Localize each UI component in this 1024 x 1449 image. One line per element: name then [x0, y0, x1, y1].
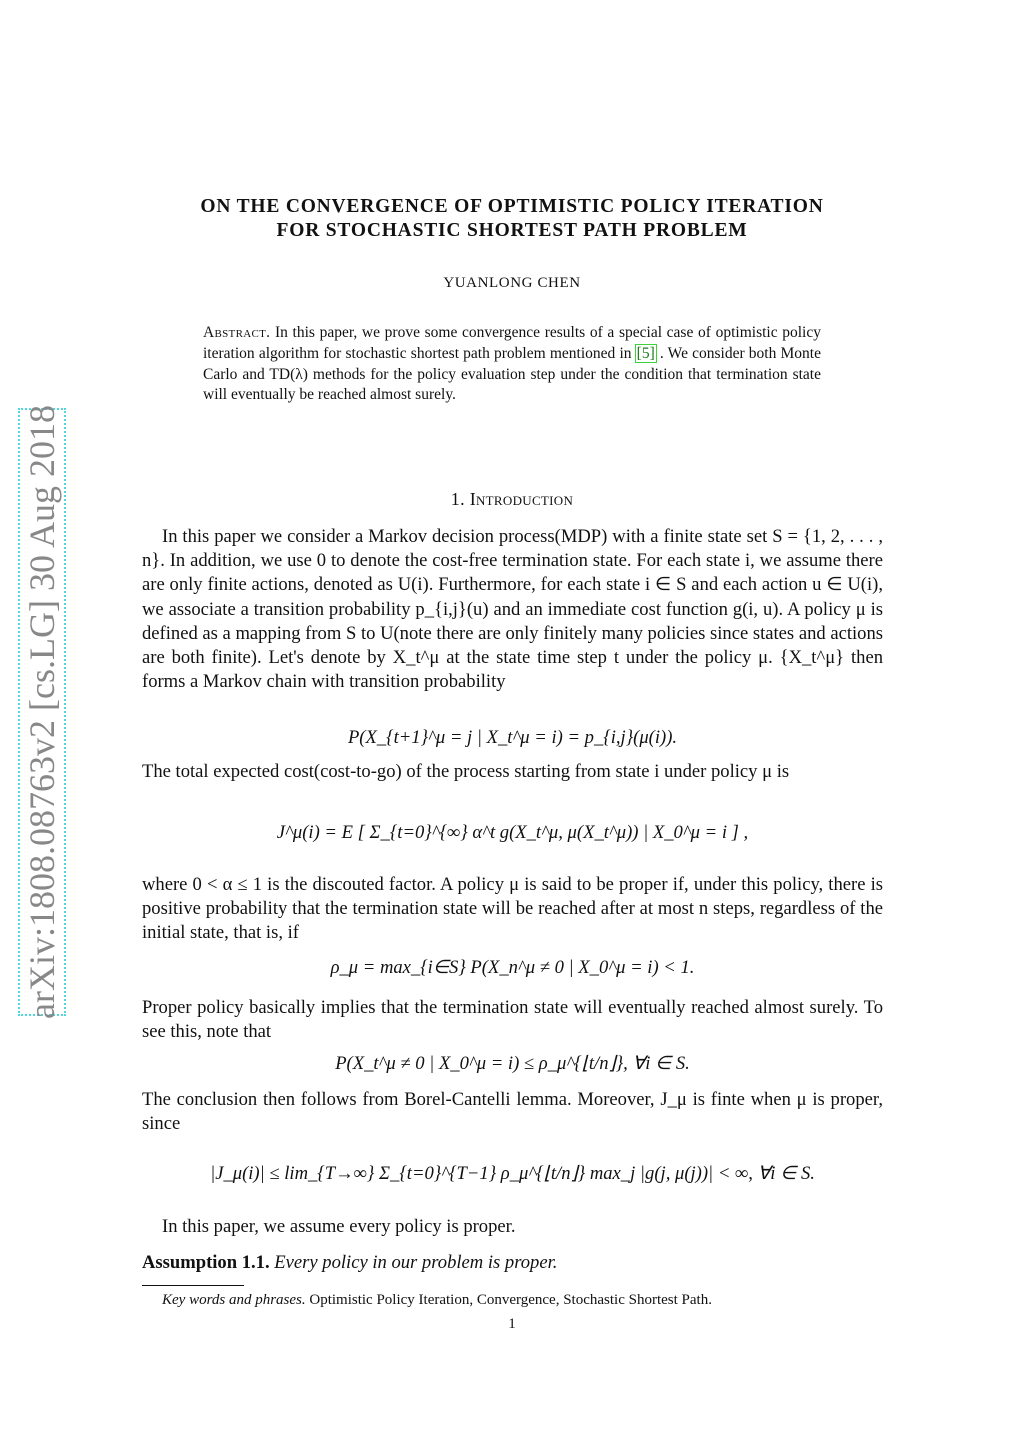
author: YUANLONG CHEN	[443, 275, 581, 291]
section-title: 1. Introduction	[450, 489, 574, 509]
keywords-footnote	[162, 1292, 882, 1309]
equation-transition-probability: P(X_{t+1}^μ = j | X_t^μ = i) = p_{i,j}(μ(i)).	[347, 727, 678, 748]
abstract-label: Abstract.	[203, 324, 271, 341]
intro-paragraph-5: The conclusion then follows from Borel-Cantelli lemma. Moreover, J_μ is finte when μ is proper, since	[142, 1089, 883, 1135]
abstract-text-2: . We consider both Monte Carlo and TD(λ) methods for the policy evaluation step under the condition that termination state will eventually be reached almost surely.	[203, 344, 821, 404]
title-line-1: ON THE CONVERGENCE OF OPTIMISTIC POLICY ITERATION	[200, 196, 824, 217]
intro-paragraph-4: Proper policy basically implies that the termination state will eventually reached almost surely. To see this, note that	[142, 997, 883, 1043]
intro-paragraph-6: In this paper, we assume every policy is proper.	[162, 1216, 516, 1237]
section-heading	[100, 489, 924, 510]
abstract-text-1: In this paper, we prove some convergence results of a special case of optimistic policy iteration algorithm for stochastic shortest path problem mentioned in	[203, 324, 821, 362]
title-line-2: FOR STOCHASTIC SHORTEST PATH PROBLEM	[276, 220, 748, 241]
citation-link[interactable]: [5]	[636, 344, 655, 362]
intro-paragraph-1: In this paper we consider a Markov decision process(MDP) with a finite state set S = {1, 2, . . . , n}. In addition, we use 0 to denote the cost-free termination state. For each state i, we assume there are only finite actions, denoted as U(i). Furthermore, for each state i ∈ S and each action u ∈ U(i), we associate a transition probability p_{i,j}(u) and an immediate cost function g(i, u). A policy μ is defined as a mapping from S to U(note there are only finitely many policies since states and actions are both finite). Let's denote by X_t^μ at the state time step t under the policy μ. {X_t^μ} then forms a Markov chain with transition probability	[142, 526, 883, 693]
abstract	[203, 323, 821, 406]
arxiv-stamp[interactable]	[18, 405, 66, 1019]
intro-paragraph-2: The total expected cost(cost-to-go) of the process starting from state i under policy μ is	[142, 761, 790, 782]
page-number: 1	[508, 1316, 516, 1332]
paper-title	[100, 195, 924, 243]
arxiv-identifier[interactable]: arXiv:1808.08763v2 [cs.LG] 30 Aug 2018	[22, 405, 62, 1019]
equation-rho: ρ_μ = max_{i∈S} P(X_n^μ ≠ 0 | X_0^μ = i) < 1.	[330, 957, 695, 978]
keywords-text: Optimistic Policy Iteration, Convergence, Stochastic Shortest Path.	[309, 1292, 712, 1308]
assumption-label: Assumption 1.1.	[142, 1252, 270, 1273]
equation-termination-bound: P(X_t^μ ≠ 0 | X_0^μ = i) ≤ ρ_μ^{⌊t/n⌋}, ∀i ∈ S.	[335, 1053, 690, 1074]
assumption	[142, 1251, 883, 1275]
assumption-text: Every policy in our problem is proper.	[274, 1252, 558, 1273]
keywords-label: Key words and phrases.	[162, 1292, 306, 1308]
intro-paragraph-3: where 0 < α ≤ 1 is the discouted factor. A policy μ is said to be proper if, under this policy, there is positive probability that the termination state will be reached after at most n steps, regardless of the initial state, that is, if	[142, 874, 883, 944]
equation-cost-to-go: J^μ(i) = E [ Σ_{t=0}^{∞} α^t g(X_t^μ, μ(X_t^μ)) | X_0^μ = i ] ,	[276, 822, 749, 843]
equation-cost-bound: |J_μ(i)| ≤ lim_{T→∞} Σ_{t=0}^{T−1} ρ_μ^{⌊t/n⌋} max_j |g(j, μ(j))| < ∞, ∀i ∈ S.	[210, 1163, 815, 1184]
footnote-divider	[142, 1285, 244, 1286]
